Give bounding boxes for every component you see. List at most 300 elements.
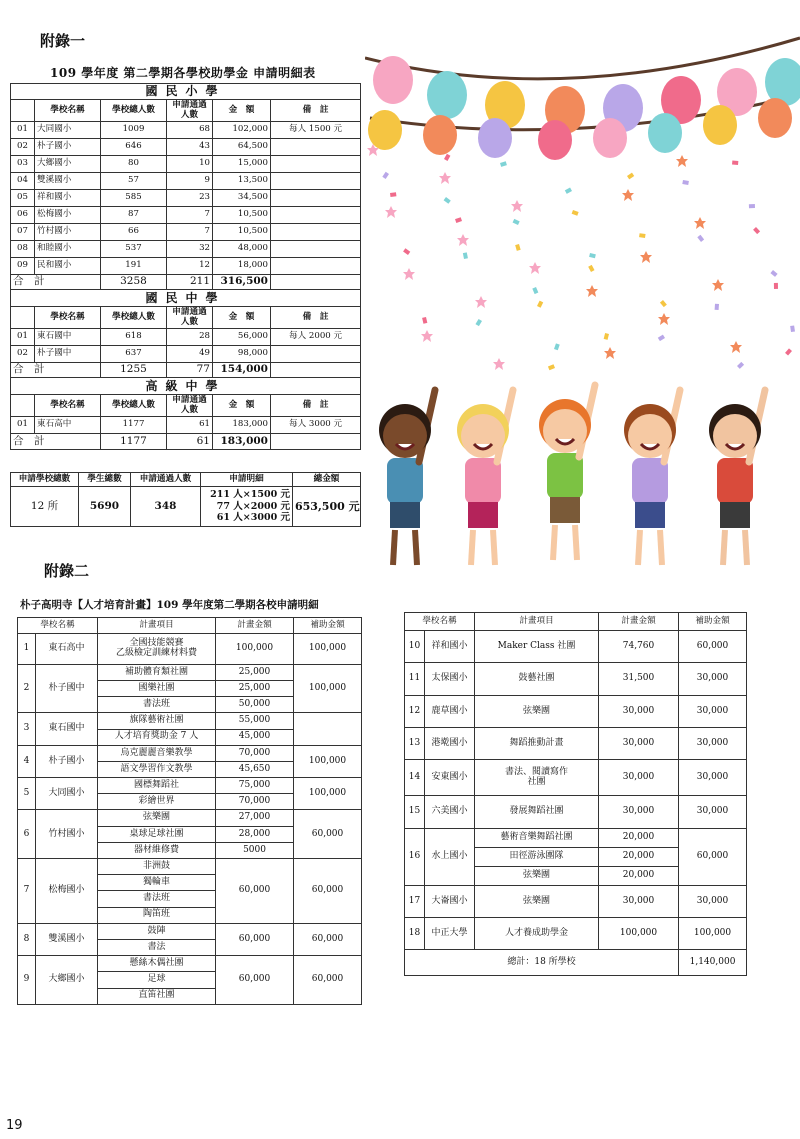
school-name: 竹村國小 xyxy=(36,810,98,859)
scholarship-table xyxy=(10,83,361,450)
table-header-row xyxy=(11,307,361,329)
row-number: 11 xyxy=(405,663,425,695)
plan-item: 國樂社團 xyxy=(98,680,216,696)
school-name: 民和國小 xyxy=(35,258,101,275)
plan-item: 弦樂團 xyxy=(475,885,599,917)
plan-item: 田徑游泳團隊 xyxy=(475,847,599,866)
table-row xyxy=(405,663,747,695)
balloon xyxy=(478,118,512,158)
appendix2-right-wrapper xyxy=(404,612,747,976)
table-row xyxy=(11,173,361,190)
confetti-piece xyxy=(513,219,520,225)
row-number: 04 xyxy=(11,173,35,190)
total-students: 3258 xyxy=(101,275,167,290)
table-row xyxy=(405,695,747,727)
plan-amount: 30,000 xyxy=(599,695,679,727)
kid-legs xyxy=(550,497,580,523)
subsidy-amount: 30,000 xyxy=(679,796,747,828)
row-number: 07 xyxy=(11,224,35,241)
plan-amount: 5000 xyxy=(216,842,294,858)
plan-item: 發展舞蹈社團 xyxy=(475,796,599,828)
passed-count: 49 xyxy=(167,346,213,363)
confetti-piece xyxy=(455,217,462,223)
passed-count: 23 xyxy=(167,190,213,207)
table-row xyxy=(405,917,747,949)
school-name: 和睦國小 xyxy=(35,241,101,258)
kids-group xyxy=(379,385,765,565)
row-number: 17 xyxy=(405,885,425,917)
school-name: 雙溪國小 xyxy=(36,923,98,955)
kid-head xyxy=(383,414,427,458)
passed-count: 12 xyxy=(167,258,213,275)
note xyxy=(271,139,361,156)
table-row xyxy=(11,207,361,224)
kid-head xyxy=(713,414,757,458)
school-name: 中正大學 xyxy=(425,917,475,949)
confetti-star xyxy=(586,285,598,297)
kid-leg xyxy=(575,525,577,560)
row-number: 1 xyxy=(18,634,36,665)
school-name: 松梅國小 xyxy=(36,859,98,924)
table-row xyxy=(11,122,361,139)
header-note: 備 註 xyxy=(271,307,361,329)
confetti-star xyxy=(694,217,706,229)
amount: 15,000 xyxy=(213,156,271,173)
subsidy-amount: 100,000 xyxy=(294,664,362,713)
confetti-piece xyxy=(627,173,634,180)
header-plan-item: 計畫項目 xyxy=(475,613,599,631)
kid-leg xyxy=(638,530,640,565)
confetti-piece xyxy=(658,335,665,342)
summary-detail: 211 人×1500 元 77 人×2000 元 61 人×3000 元 xyxy=(201,487,293,527)
confetti-star xyxy=(511,200,523,212)
note xyxy=(271,258,361,275)
row-number: 02 xyxy=(11,139,35,156)
header-plan-item: 計畫項目 xyxy=(98,618,216,634)
summary-grand-total: 653,500 元 xyxy=(293,487,361,527)
summary-schools: 12 所 xyxy=(11,487,79,527)
plan-item: 藝術音樂舞蹈社團 xyxy=(475,828,599,847)
total-students: 1255 xyxy=(101,363,167,378)
table-row xyxy=(18,859,362,875)
appendix1-title: 109 學年度 第二學期各學校助學金 申請明細表 xyxy=(50,66,316,80)
plan-amount: 70,000 xyxy=(216,794,294,810)
plan-amount: 50,000 xyxy=(216,697,294,713)
school-name: 竹村國小 xyxy=(35,224,101,241)
kid-head xyxy=(461,414,505,458)
plan-item: 彩繪世界 xyxy=(98,794,216,810)
table-row xyxy=(11,156,361,173)
subsidy-amount: 30,000 xyxy=(679,695,747,727)
row-number: 08 xyxy=(11,241,35,258)
confetti-piece xyxy=(444,197,451,204)
plan-amount: 28,000 xyxy=(216,826,294,842)
kid-smile xyxy=(726,444,744,449)
section-elementary: 國民小學 xyxy=(11,84,361,100)
amount: 48,000 xyxy=(213,241,271,258)
amount: 13,500 xyxy=(213,173,271,190)
plan-amount: 75,000 xyxy=(216,778,294,794)
party-illustration xyxy=(365,0,800,580)
subsidy-amount: 60,000 xyxy=(679,631,747,663)
row-number: 6 xyxy=(18,810,36,859)
plan-amount: 45,650 xyxy=(216,761,294,777)
plan-item: 弦樂團 xyxy=(475,866,599,885)
school-name: 東石國中 xyxy=(36,713,98,745)
row-number: 8 xyxy=(18,923,36,955)
subsidy-amount: 30,000 xyxy=(679,885,747,917)
confetti-piece xyxy=(475,319,482,326)
amount: 183,000 xyxy=(213,417,271,434)
confetti-star xyxy=(493,358,505,370)
plan-item: 弦樂團 xyxy=(475,695,599,727)
school-total: 585 xyxy=(101,190,167,207)
school-name: 東石高中 xyxy=(35,417,101,434)
plan-amount: 55,000 xyxy=(216,713,294,729)
note xyxy=(271,207,361,224)
total-amount: 183,000 xyxy=(213,434,271,450)
table-row xyxy=(18,664,362,680)
row-number: 2 xyxy=(18,664,36,713)
plan-amount: 27,000 xyxy=(216,810,294,826)
school-name: 大崙國小 xyxy=(425,885,475,917)
summary-header-total: 總金額 xyxy=(293,473,361,487)
subsidy-amount: 100,000 xyxy=(294,778,362,810)
confetti-piece xyxy=(732,160,738,165)
school-total: 646 xyxy=(101,139,167,156)
kid-leg xyxy=(745,530,747,565)
senior-total-row xyxy=(11,434,361,450)
balloon xyxy=(648,113,682,153)
plan-amount: 20,000 xyxy=(599,828,679,847)
plan-amount: 25,000 xyxy=(216,664,294,680)
table-row xyxy=(11,329,361,346)
confetti-group xyxy=(367,144,795,370)
school-name: 朴子國中 xyxy=(35,346,101,363)
junior-total-row xyxy=(11,363,361,378)
note xyxy=(271,224,361,241)
confetti-star xyxy=(640,251,652,263)
plan-amount: 45,000 xyxy=(216,729,294,745)
confetti-piece xyxy=(403,248,410,255)
total-label: 合 計 xyxy=(11,363,101,378)
confetti-star xyxy=(730,341,742,353)
plan-amount: 74,760 xyxy=(599,631,679,663)
passed-count: 68 xyxy=(167,122,213,139)
confetti-piece xyxy=(390,192,396,197)
header-amount: 金 額 xyxy=(213,307,271,329)
subsidy-amount: 60,000 xyxy=(679,828,747,885)
row-number: 4 xyxy=(18,745,36,777)
subsidy-amount: 60,000 xyxy=(294,859,362,924)
row-number: 7 xyxy=(18,859,36,924)
header-subsidy: 補助金額 xyxy=(294,618,362,634)
table-row xyxy=(405,727,747,759)
section-junior: 國民中學 xyxy=(11,290,361,307)
school-name: 松梅國小 xyxy=(35,207,101,224)
table-row xyxy=(11,190,361,207)
balloon xyxy=(758,98,792,138)
plan-item: 人才培育獎助金 7 人 xyxy=(98,729,216,745)
kid-leg xyxy=(415,530,417,565)
table-row xyxy=(405,760,747,796)
plan-amount: 20,000 xyxy=(599,866,679,885)
summary-header-detail: 申請明細 xyxy=(201,473,293,487)
subsidy-amount: 100,000 xyxy=(679,917,747,949)
school-total: 87 xyxy=(101,207,167,224)
section-senior: 高級中學 xyxy=(11,378,361,395)
passed-count: 7 xyxy=(167,207,213,224)
confetti-piece xyxy=(639,233,645,238)
balloon xyxy=(427,71,467,119)
row-number: 16 xyxy=(405,828,425,885)
plan-amount: 25,000 xyxy=(216,680,294,696)
summary-table xyxy=(10,472,361,527)
decoration-area xyxy=(365,0,800,580)
balloon xyxy=(423,115,457,155)
kid-legs xyxy=(390,502,420,528)
table-row xyxy=(18,923,362,939)
kid-leg xyxy=(393,530,395,565)
appendix2-left-wrapper xyxy=(17,617,362,1005)
confetti-piece xyxy=(785,348,792,355)
kid-head xyxy=(543,409,587,453)
plan-item: 烏克麗麗音樂教學 xyxy=(98,745,216,761)
confetti-star xyxy=(529,262,541,274)
kid-smile xyxy=(641,444,659,449)
table-row xyxy=(11,258,361,275)
total-amount: 316,500 xyxy=(213,275,271,290)
appendix1-table-wrapper xyxy=(10,83,361,450)
passed-count: 61 xyxy=(167,417,213,434)
appendix2-title: 朴子高明寺【人才培育計畫】109 學年度第二學期各校申請明細 xyxy=(20,599,319,611)
confetti-piece xyxy=(682,180,689,185)
row-number: 06 xyxy=(11,207,35,224)
school-name: 朴子國小 xyxy=(35,139,101,156)
confetti-piece xyxy=(588,265,594,272)
plan-item: 獨輪車 xyxy=(98,875,216,891)
table-row xyxy=(405,631,747,663)
header-note: 備 註 xyxy=(271,395,361,417)
passed-count: 28 xyxy=(167,329,213,346)
appendix2-left-table xyxy=(17,617,362,1005)
school-name: 大鄉國小 xyxy=(36,956,98,1005)
header-total: 學校總人數 xyxy=(101,307,167,329)
plan-item: 語文學習作文教學 xyxy=(98,761,216,777)
subsidy-amount: 60,000 xyxy=(294,956,362,1005)
school-name: 太保國小 xyxy=(425,663,475,695)
table-row xyxy=(18,745,362,761)
table-row xyxy=(18,810,362,826)
confetti-piece xyxy=(515,244,520,251)
header-total: 學校總人數 xyxy=(101,395,167,417)
row-number: 05 xyxy=(11,190,35,207)
header-plan-amount: 計畫金額 xyxy=(599,613,679,631)
table-header-row xyxy=(11,100,361,122)
table-header-row xyxy=(11,395,361,417)
confetti-star xyxy=(604,347,616,359)
school-name: 水上國小 xyxy=(425,828,475,885)
kid-legs xyxy=(635,502,665,528)
grand-total-value: 1,140,000 xyxy=(679,950,747,976)
plan-amount: 60,000 xyxy=(216,956,294,1005)
confetti-star xyxy=(421,330,433,342)
summary-students: 5690 xyxy=(79,487,131,527)
plan-item: 足球 xyxy=(98,972,216,988)
confetti-piece xyxy=(463,252,468,259)
confetti-piece xyxy=(737,362,744,369)
kid-leg xyxy=(723,530,725,565)
confetti-piece xyxy=(753,227,760,234)
plan-amount: 60,000 xyxy=(216,923,294,955)
school-total: 191 xyxy=(101,258,167,275)
school-name: 港墘國小 xyxy=(425,727,475,759)
total-students: 1177 xyxy=(101,434,167,450)
row-number: 15 xyxy=(405,796,425,828)
passed-count: 9 xyxy=(167,173,213,190)
subsidy-amount: 60,000 xyxy=(294,810,362,859)
plan-item: 國標舞蹈社 xyxy=(98,778,216,794)
balloon xyxy=(373,56,413,104)
header-amount: 金 額 xyxy=(213,395,271,417)
row-number: 3 xyxy=(18,713,36,745)
table-row xyxy=(11,346,361,363)
plan-item: 書法、閱讀寫作 社團 xyxy=(475,760,599,796)
confetti-piece xyxy=(382,172,389,179)
table-row xyxy=(405,885,747,917)
row-number: 01 xyxy=(11,417,35,434)
kid-head xyxy=(628,414,672,458)
total-passed: 77 xyxy=(167,363,213,378)
summary-header-students: 學生總數 xyxy=(79,473,131,487)
row-number: 18 xyxy=(405,917,425,949)
amount: 10,500 xyxy=(213,207,271,224)
plan-item: 陶笛班 xyxy=(98,907,216,923)
plan-item: 器材維修費 xyxy=(98,842,216,858)
school-name: 大鄉國小 xyxy=(35,156,101,173)
row-number: 09 xyxy=(11,258,35,275)
school-total: 537 xyxy=(101,241,167,258)
confetti-star xyxy=(475,296,487,308)
table-row xyxy=(18,778,362,794)
kid-leg xyxy=(553,525,555,560)
kid-leg xyxy=(660,530,662,565)
amount: 64,500 xyxy=(213,139,271,156)
appendix1-label: 附錄一 xyxy=(40,32,86,50)
school-name: 雙溪國小 xyxy=(35,173,101,190)
amount: 56,000 xyxy=(213,329,271,346)
confetti-piece xyxy=(774,283,778,289)
passed-count: 10 xyxy=(167,156,213,173)
confetti-piece xyxy=(537,301,543,308)
plan-amount: 30,000 xyxy=(599,885,679,917)
header-subsidy: 補助金額 xyxy=(679,613,747,631)
amount: 18,000 xyxy=(213,258,271,275)
total-passed: 211 xyxy=(167,275,213,290)
amount: 10,500 xyxy=(213,224,271,241)
table-row xyxy=(18,956,362,972)
kid-smile xyxy=(556,439,574,444)
note: 每人 3000 元 xyxy=(271,417,361,434)
confetti-piece xyxy=(660,300,667,307)
plan-amount: 30,000 xyxy=(599,760,679,796)
note xyxy=(271,173,361,190)
row-number: 13 xyxy=(405,727,425,759)
confetti-piece xyxy=(565,188,572,194)
confetti-piece xyxy=(572,210,579,216)
plan-item: 桌球足球社團 xyxy=(98,826,216,842)
plan-item: 弦樂團 xyxy=(98,810,216,826)
confetti-star xyxy=(385,206,397,218)
plan-item: 懸絲木偶社團 xyxy=(98,956,216,972)
amount: 98,000 xyxy=(213,346,271,363)
school-name: 朴子國小 xyxy=(36,745,98,777)
plan-item: 人才養成助學金 xyxy=(475,917,599,949)
plan-amount: 70,000 xyxy=(216,745,294,761)
plan-amount: 30,000 xyxy=(599,727,679,759)
appendix2-right-table xyxy=(404,612,747,976)
plan-amount: 100,000 xyxy=(216,634,294,665)
total-amount: 154,000 xyxy=(213,363,271,378)
header-school: 學校名稱 xyxy=(35,100,101,122)
plan-item: 書法班 xyxy=(98,891,216,907)
confetti-piece xyxy=(770,270,777,277)
total-label: 合 計 xyxy=(11,434,101,450)
table-row xyxy=(405,796,747,828)
passed-count: 43 xyxy=(167,139,213,156)
plan-item: 鼓藝社團 xyxy=(475,663,599,695)
row-number: 12 xyxy=(405,695,425,727)
school-name: 安東國小 xyxy=(425,760,475,796)
confetti-piece xyxy=(554,343,560,350)
school-total: 57 xyxy=(101,173,167,190)
table-row xyxy=(11,224,361,241)
amount: 102,000 xyxy=(213,122,271,139)
kid-smile xyxy=(396,444,414,449)
note: 每人 2000 元 xyxy=(271,329,361,346)
school-total: 637 xyxy=(101,346,167,363)
confetti-star xyxy=(439,172,451,184)
row-number: 9 xyxy=(18,956,36,1005)
note xyxy=(271,190,361,207)
plan-item: 書法 xyxy=(98,939,216,955)
balloon xyxy=(593,118,627,158)
total-passed: 61 xyxy=(167,434,213,450)
summary-header-schools: 申請學校總數 xyxy=(11,473,79,487)
school-name: 朴子國中 xyxy=(36,664,98,713)
plan-item: 舞蹈推動計畫 xyxy=(475,727,599,759)
plan-item: 全國技能競賽 乙級檢定訓練材料費 xyxy=(98,634,216,665)
plan-amount: 30,000 xyxy=(599,796,679,828)
school-name: 六美國小 xyxy=(425,796,475,828)
passed-count: 7 xyxy=(167,224,213,241)
table-row xyxy=(18,713,362,729)
confetti-piece xyxy=(500,161,507,167)
balloon xyxy=(368,110,402,150)
table-row xyxy=(11,241,361,258)
header-amount: 金 額 xyxy=(213,100,271,122)
confetti-star xyxy=(676,155,688,167)
header-note: 備 註 xyxy=(271,100,361,122)
plan-item: Maker Class 社團 xyxy=(475,631,599,663)
confetti-star xyxy=(622,189,634,201)
school-total: 1009 xyxy=(101,122,167,139)
row-number: 10 xyxy=(405,631,425,663)
confetti-piece xyxy=(715,304,719,310)
subsidy-amount: 60,000 xyxy=(294,923,362,955)
school-total: 80 xyxy=(101,156,167,173)
confetti-star xyxy=(658,313,670,325)
